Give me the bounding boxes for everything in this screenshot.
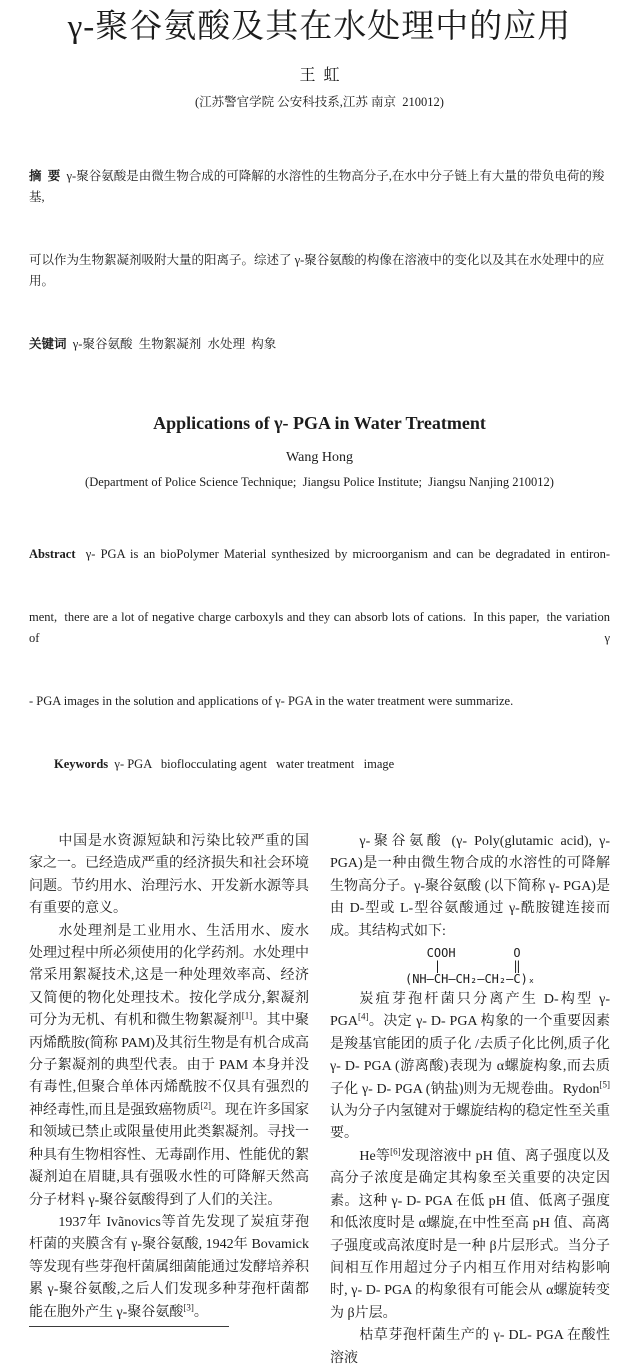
author-name-zh: 王 虹 [299,67,340,84]
keywords-zh-line [29,334,610,355]
paper-title-en: Applications of γ- PGA in Water Treatment [153,413,486,433]
abstract-zh-text1: γ-聚谷氨酸是由微生物合成的可降解的水溶性的生物高分子,在水中分子链上有大量的带负电荷的羧基, [29,169,605,204]
body-columns [29,831,614,1370]
keywords-en-text: γ- PGA bioflocculating agent water treatment image [108,757,395,771]
affiliation-zh: (江苏警官学院 公安科技系,江苏 南京 210012) [195,95,444,109]
keywords-zh-label: 关键词 [29,337,67,351]
keywords-en-label: Keywords [54,757,109,771]
paragraph-pga-definition: γ-聚谷氨酸 (γ- Poly(glutamic acid), γ- PGA)是一种由微生物合成的水溶性的可降解生物高分子。γ-聚谷氨酸 (以下简称 γ- PGA)是由 D-型或 L-型谷氨酸通过 γ-酰胺键连接而成。其结构式如下: [330,834,614,939]
chemical-structure-formula: COOH O | ‖ (NH—CH—CH₂—CH₂—C)ₓ [404,946,536,987]
abstract-en-line1 [29,544,610,565]
abstract-en-line3: - PGA images in the solution and applications of γ- PGA in the water treatment were summarize. [29,694,514,708]
footnote-rule [29,1326,229,1327]
paragraph-flocculants-pam: 水处理剂是工业用水、生活用水、废水处理过程中所必须使用的化学药剂。水处理中常采用絮凝技术,这是一种处理效率高、经济又简便的物化处理技术。按化学成分,絮凝剂可分为无机、有机和微生物絮凝剂[1]。其中聚丙烯酰胺(简称 PAM)及其衍生物是有机合成高分子絮凝剂的典型代表。由于 PAM 本身并没有毒性,但聚合单体丙烯酰胺不仅具有强烈的神经毒性,而且是强致癌物质[2]。现在许多国家和领域已禁止或限量使用此类絮凝剂。寻找一种具有生物相容性、无毒副作用、性能优的絮凝剂迫在眉睫,具有强吸水性的可降解天然高分子材料 γ-聚谷氨酸得到了人们的关注。 [29,923,310,1208]
abstract-zh-block [29,124,610,397]
paragraph-intro-water-shortage: 中国是水资源短缺和污染比较严重的国家之一。已经造成严重的经济损失和社会环境问题。节约用水、治理污水、开发新水源等具有重要的意义。 [29,834,309,917]
right-column [330,831,614,1370]
paper-title-zh: γ-聚谷氨酸及其在水处理中的应用 [67,9,572,45]
paragraph-dl-pga-acidic: 枯草芽孢杆菌生产的 γ- DL- PGA 在酸性溶液 [330,1328,610,1366]
abstract-zh-line1 [29,166,610,208]
abstract-zh-line2: 可以作为生物絮凝剂吸附大量的阳离子。综述了 γ-聚谷氨酸的构像在溶液中的变化以及其在水处理中的应用。 [29,253,605,288]
affiliation-en: (Department of Police Science Technique; Jiangsu Police Institute; Jiangsu Nanjing 210012) [85,475,554,489]
keywords-en-line [29,754,610,775]
paragraph-pga-discovery-history: 1937年 Ivãnovics等首先发现了炭疽芽孢杆菌的夹膜含有 γ-聚谷氨酸, 1942年 Bovamick等发现有些芽孢杆菌属细菌能通过发酵培养积累 γ-聚谷氨酸,之后人们发现多种芽孢杆菌都能在胞外产生 γ-聚谷氨酸[3]。 [29,1214,309,1320]
keywords-zh-text: γ-聚谷氨酸 生物絮凝剂 水处理 构象 [66,337,277,351]
abstract-zh-label: 摘 要 [29,169,61,183]
abstract-en-label: Abstract [29,547,76,561]
paragraph-ph-ionic-strength: He等[6]发现溶液中 pH 值、离子强度以及高分子浓度是确定其构象至关重要的决定因素。这种 γ- D- PGA 在低 pH 值、低离子强度和低浓度时是 α螺旋,在中性至高 pH 值、高离子强度或高浓度时是一种 β片层形式。当分子间相互作用超过分子内相互作用对结构影响时, γ- D- PGA 的构象很有可能会从 α螺旋转变为 β片层。 [330,1146,610,1321]
abstract-en-text1: γ- PGA is an bioPolymer Material synthesized by microorganism and can be degradated in entiron- [75,547,610,561]
left-column [29,831,309,1370]
paragraph-d-pga-conformation: 炭疽芽孢杆菌只分离产生 D-构型 γ- PGA[4]。决定 γ- D- PGA 构象的一个重要因素是羧基官能团的质子化 /去质子化比例,质子化 γ- D- PGA (游离酸)表现为 α螺旋构象,而去质子化 γ- D- PGA (钠盐)则为无规卷曲。Rydon[5]认为分子内氢键对于螺旋结构的稳定性至关重要。 [330,992,614,1142]
abstract-en-line2: ment, there are a lot of negative charge carboxyls and they can absorb lots of cations. In this paper, the variation of γ [29,610,614,645]
abstract-en-block [29,502,614,817]
author-name-en: Wang Hong [286,450,353,465]
